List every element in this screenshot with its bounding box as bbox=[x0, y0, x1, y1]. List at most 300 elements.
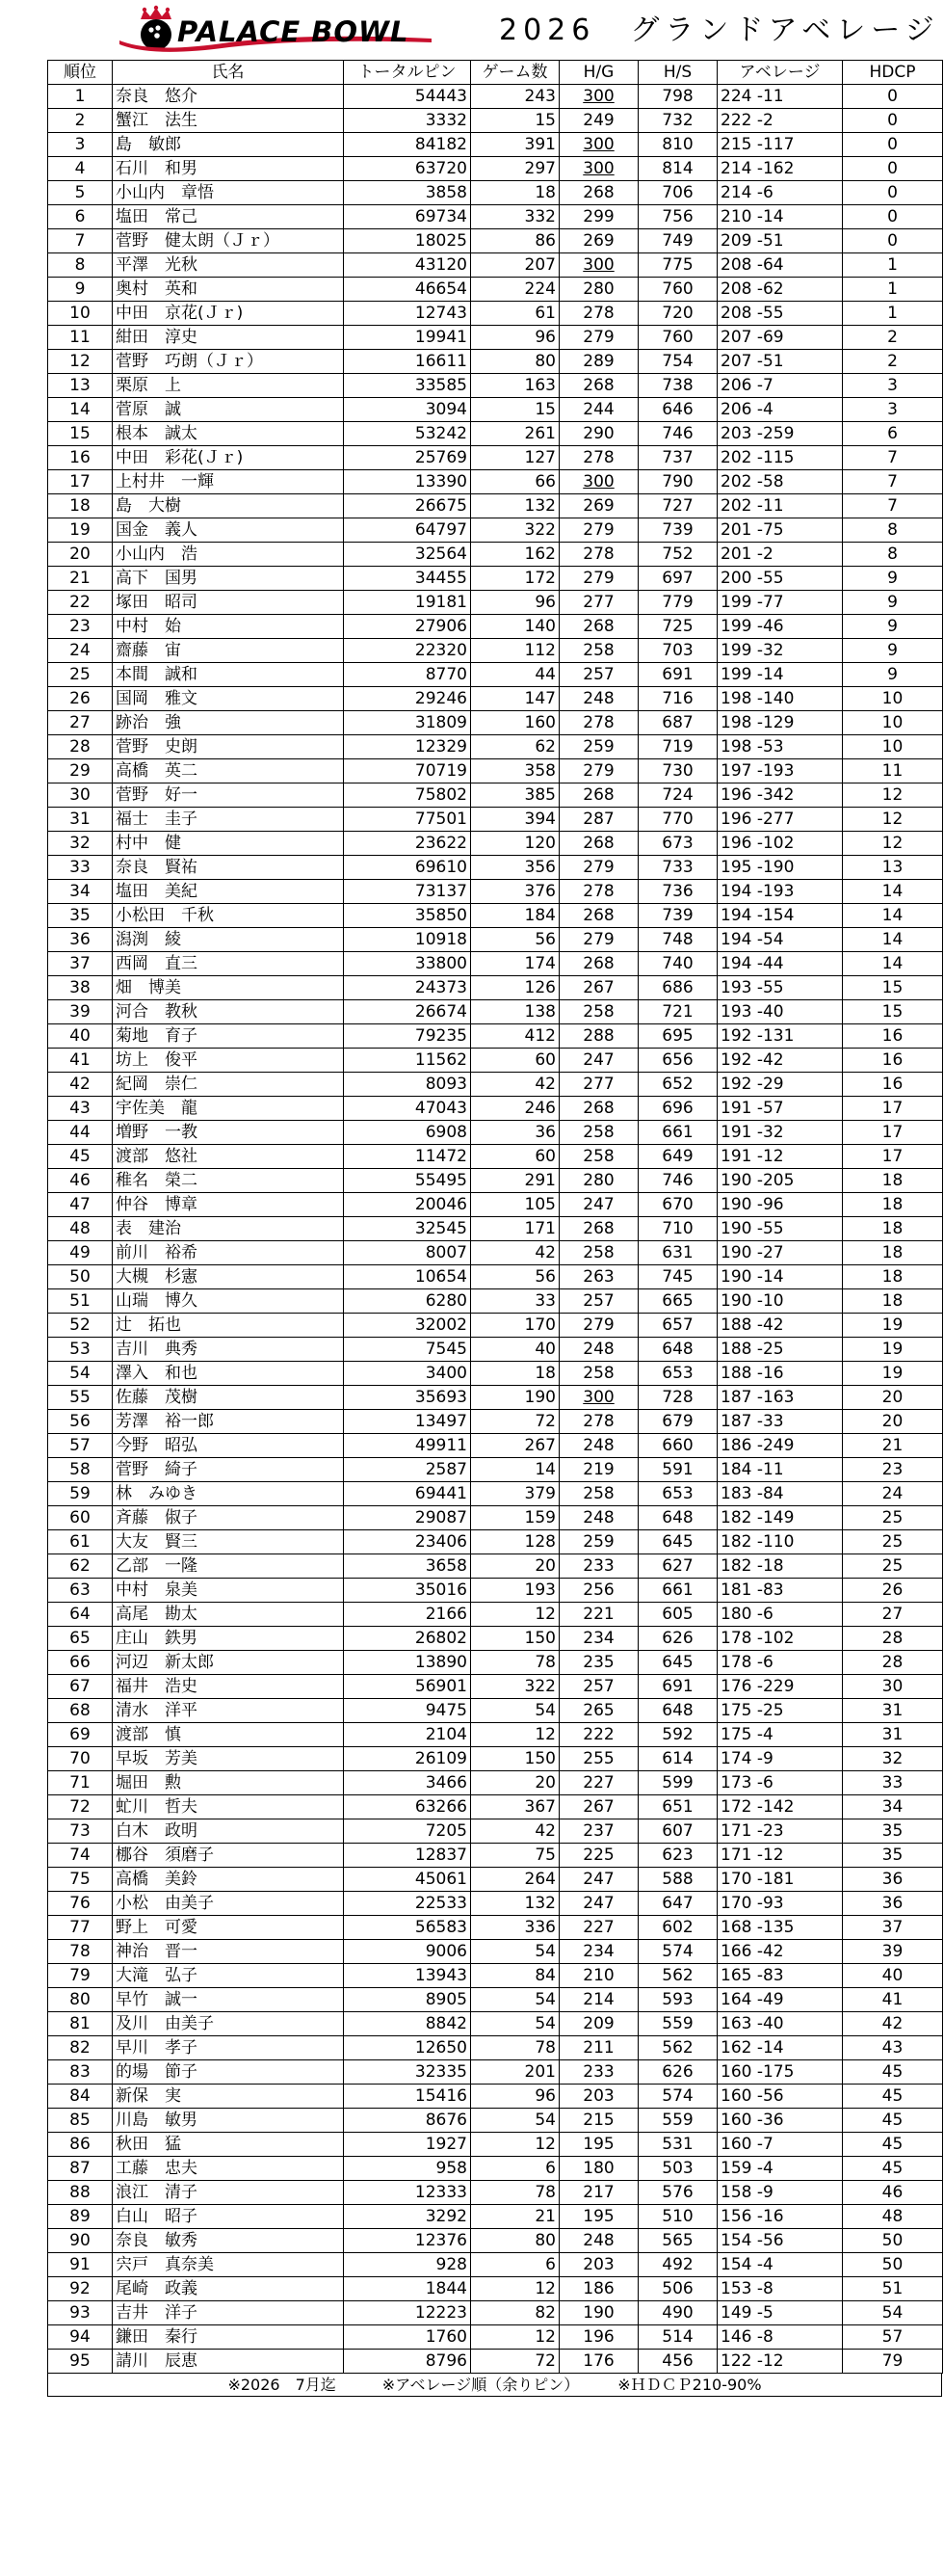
footer-notes bbox=[47, 2374, 942, 2397]
games-cell: 96 bbox=[471, 2085, 560, 2109]
hdcp-cell: 14 bbox=[843, 952, 943, 976]
average-cell: 181 -83 bbox=[718, 1579, 843, 1603]
total-pins-cell: 46654 bbox=[344, 278, 471, 302]
average-cell: 190 -55 bbox=[718, 1217, 843, 1241]
rank-cell: 41 bbox=[48, 1049, 113, 1073]
high-game-cell: 234 bbox=[560, 1627, 639, 1651]
table-row bbox=[48, 735, 943, 759]
games-cell: 42 bbox=[471, 1819, 560, 1844]
high-game-cell: 190 bbox=[560, 2301, 639, 2325]
average-cell: 187 -33 bbox=[718, 1410, 843, 1434]
rank-cell: 65 bbox=[48, 1627, 113, 1651]
rank-cell: 29 bbox=[48, 759, 113, 783]
rank-cell: 7 bbox=[48, 229, 113, 253]
name-cell: 梛谷 須磨子 bbox=[113, 1844, 344, 1868]
name-cell: 中田 京花(Ｊｒ) bbox=[113, 302, 344, 326]
name-cell: 乙部 一隆 bbox=[113, 1554, 344, 1579]
table-row bbox=[48, 133, 943, 157]
hdcp-cell: 20 bbox=[843, 1410, 943, 1434]
table-row bbox=[48, 880, 943, 904]
average-cell: 202 -115 bbox=[718, 446, 843, 470]
hdcp-cell: 37 bbox=[843, 1916, 943, 1940]
high-series-cell: 576 bbox=[639, 2181, 718, 2205]
hdcp-cell: 14 bbox=[843, 880, 943, 904]
high-game-cell: 195 bbox=[560, 2205, 639, 2229]
high-game-cell: 211 bbox=[560, 2036, 639, 2060]
rank-cell: 19 bbox=[48, 518, 113, 543]
total-pins-cell: 18025 bbox=[344, 229, 471, 253]
rank-cell: 40 bbox=[48, 1024, 113, 1049]
rank-cell: 94 bbox=[48, 2325, 113, 2350]
total-pins-cell: 25769 bbox=[344, 446, 471, 470]
table-row bbox=[48, 1338, 943, 1362]
games-cell: 394 bbox=[471, 808, 560, 832]
hdcp-cell: 24 bbox=[843, 1482, 943, 1506]
hdcp-cell: 50 bbox=[843, 2253, 943, 2277]
high-game-cell: 259 bbox=[560, 735, 639, 759]
rank-cell: 21 bbox=[48, 567, 113, 591]
rank-cell: 12 bbox=[48, 350, 113, 374]
total-pins-cell: 55495 bbox=[344, 1169, 471, 1193]
games-cell: 66 bbox=[471, 470, 560, 494]
games-cell: 367 bbox=[471, 1795, 560, 1819]
rank-cell: 84 bbox=[48, 2085, 113, 2109]
games-cell: 84 bbox=[471, 1964, 560, 1988]
average-cell: 160 -36 bbox=[718, 2109, 843, 2133]
high-series-cell: 602 bbox=[639, 1916, 718, 1940]
total-pins-cell: 19941 bbox=[344, 326, 471, 350]
name-cell: 紀岡 崇仁 bbox=[113, 1073, 344, 1097]
rank-cell: 22 bbox=[48, 591, 113, 615]
name-cell: 奈良 敏秀 bbox=[113, 2229, 344, 2253]
average-cell: 183 -84 bbox=[718, 1482, 843, 1506]
rank-cell: 24 bbox=[48, 639, 113, 663]
high-series-cell: 647 bbox=[639, 1892, 718, 1916]
games-cell: 132 bbox=[471, 1892, 560, 1916]
hdcp-cell: 45 bbox=[843, 2060, 943, 2085]
high-game-cell: 280 bbox=[560, 1169, 639, 1193]
average-cell: 192 -42 bbox=[718, 1049, 843, 1073]
total-pins-cell: 8842 bbox=[344, 2012, 471, 2036]
table-header-row bbox=[48, 61, 943, 85]
high-game-cell: 258 bbox=[560, 1482, 639, 1506]
high-game-cell: 279 bbox=[560, 567, 639, 591]
high-game-cell: 255 bbox=[560, 1747, 639, 1771]
hdcp-cell: 50 bbox=[843, 2229, 943, 2253]
high-game-cell: 269 bbox=[560, 494, 639, 518]
total-pins-cell: 69441 bbox=[344, 1482, 471, 1506]
games-cell: 82 bbox=[471, 2301, 560, 2325]
rank-cell: 39 bbox=[48, 1000, 113, 1024]
high-series-cell: 706 bbox=[639, 181, 718, 205]
average-cell: 199 -14 bbox=[718, 663, 843, 687]
high-game-cell: 278 bbox=[560, 446, 639, 470]
name-cell: 白山 昭子 bbox=[113, 2205, 344, 2229]
rank-cell: 55 bbox=[48, 1386, 113, 1410]
high-series-cell: 490 bbox=[639, 2301, 718, 2325]
high-series-cell: 746 bbox=[639, 1169, 718, 1193]
games-cell: 56 bbox=[471, 1265, 560, 1289]
average-cell: 184 -11 bbox=[718, 1458, 843, 1482]
rank-cell: 57 bbox=[48, 1434, 113, 1458]
rank-cell: 66 bbox=[48, 1651, 113, 1675]
table-row bbox=[48, 1169, 943, 1193]
rank-cell: 67 bbox=[48, 1675, 113, 1699]
name-cell: 高橋 美鈴 bbox=[113, 1868, 344, 1892]
high-game-cell: 300 bbox=[560, 133, 639, 157]
high-game-cell: 287 bbox=[560, 808, 639, 832]
table-row bbox=[48, 663, 943, 687]
average-cell: 208 -62 bbox=[718, 278, 843, 302]
high-series-cell: 730 bbox=[639, 759, 718, 783]
games-cell: 379 bbox=[471, 1482, 560, 1506]
high-series-cell: 661 bbox=[639, 1121, 718, 1145]
name-cell: 表 建治 bbox=[113, 1217, 344, 1241]
average-cell: 201 -2 bbox=[718, 543, 843, 567]
rank-cell: 44 bbox=[48, 1121, 113, 1145]
high-game-cell: 176 bbox=[560, 2350, 639, 2374]
name-cell: 山瑞 博久 bbox=[113, 1289, 344, 1314]
hdcp-cell: 20 bbox=[843, 1386, 943, 1410]
hdcp-cell: 8 bbox=[843, 518, 943, 543]
total-pins-cell: 29246 bbox=[344, 687, 471, 711]
total-pins-cell: 22533 bbox=[344, 1892, 471, 1916]
rank-cell: 50 bbox=[48, 1265, 113, 1289]
hdcp-cell: 45 bbox=[843, 2133, 943, 2157]
high-game-cell: 258 bbox=[560, 1000, 639, 1024]
average-cell: 188 -42 bbox=[718, 1314, 843, 1338]
average-cell: 122 -12 bbox=[718, 2350, 843, 2374]
table-row bbox=[48, 1145, 943, 1169]
name-cell: 菅原 誠 bbox=[113, 398, 344, 422]
games-cell: 62 bbox=[471, 735, 560, 759]
rank-cell: 68 bbox=[48, 1699, 113, 1723]
hdcp-cell: 19 bbox=[843, 1314, 943, 1338]
rank-cell: 93 bbox=[48, 2301, 113, 2325]
games-cell: 12 bbox=[471, 2133, 560, 2157]
rank-cell: 69 bbox=[48, 1723, 113, 1747]
high-game-cell: 257 bbox=[560, 1675, 639, 1699]
rank-cell: 87 bbox=[48, 2157, 113, 2181]
rank-cell: 92 bbox=[48, 2277, 113, 2301]
average-cell: 190 -14 bbox=[718, 1265, 843, 1289]
hdcp-cell: 25 bbox=[843, 1506, 943, 1530]
column-header-name: 氏名 bbox=[113, 61, 344, 85]
table-row bbox=[48, 157, 943, 181]
high-series-cell: 719 bbox=[639, 735, 718, 759]
high-series-cell: 728 bbox=[639, 1386, 718, 1410]
high-game-cell: 203 bbox=[560, 2085, 639, 2109]
total-pins-cell: 23622 bbox=[344, 832, 471, 856]
table-row bbox=[48, 2012, 943, 2036]
average-cell: 190 -96 bbox=[718, 1193, 843, 1217]
hdcp-cell: 12 bbox=[843, 832, 943, 856]
high-game-cell: 268 bbox=[560, 952, 639, 976]
hdcp-cell: 18 bbox=[843, 1241, 943, 1265]
total-pins-cell: 13497 bbox=[344, 1410, 471, 1434]
hdcp-cell: 2 bbox=[843, 350, 943, 374]
high-series-cell: 649 bbox=[639, 1145, 718, 1169]
high-series-cell: 456 bbox=[639, 2350, 718, 2374]
high-game-cell: 180 bbox=[560, 2157, 639, 2181]
table-row bbox=[48, 567, 943, 591]
table-row bbox=[48, 2277, 943, 2301]
high-game-cell: 247 bbox=[560, 1193, 639, 1217]
high-series-cell: 814 bbox=[639, 157, 718, 181]
high-game-cell: 277 bbox=[560, 591, 639, 615]
table-row bbox=[48, 711, 943, 735]
high-series-cell: 626 bbox=[639, 1627, 718, 1651]
average-cell: 192 -29 bbox=[718, 1073, 843, 1097]
games-cell: 6 bbox=[471, 2157, 560, 2181]
rank-cell: 13 bbox=[48, 374, 113, 398]
average-cell: 207 -51 bbox=[718, 350, 843, 374]
hdcp-cell: 10 bbox=[843, 735, 943, 759]
table-row bbox=[48, 2350, 943, 2374]
table-row bbox=[48, 1916, 943, 1940]
high-series-cell: 748 bbox=[639, 928, 718, 952]
name-cell: 上村井 一輝 bbox=[113, 470, 344, 494]
total-pins-cell: 10654 bbox=[344, 1265, 471, 1289]
average-cell: 154 -4 bbox=[718, 2253, 843, 2277]
name-cell: 大友 賢三 bbox=[113, 1530, 344, 1554]
table-row bbox=[48, 1603, 943, 1627]
high-game-cell: 249 bbox=[560, 109, 639, 133]
games-cell: 332 bbox=[471, 205, 560, 229]
bowling-ball-icon bbox=[141, 19, 171, 50]
total-pins-cell: 32545 bbox=[344, 1217, 471, 1241]
games-cell: 96 bbox=[471, 326, 560, 350]
total-pins-cell: 16611 bbox=[344, 350, 471, 374]
table-row bbox=[48, 374, 943, 398]
total-pins-cell: 8007 bbox=[344, 1241, 471, 1265]
rank-cell: 2 bbox=[48, 109, 113, 133]
total-pins-cell: 24373 bbox=[344, 976, 471, 1000]
name-cell: 佐藤 茂樹 bbox=[113, 1386, 344, 1410]
rank-cell: 60 bbox=[48, 1506, 113, 1530]
average-cell: 170 -181 bbox=[718, 1868, 843, 1892]
total-pins-cell: 23406 bbox=[344, 1530, 471, 1554]
high-series-cell: 562 bbox=[639, 2036, 718, 2060]
name-cell: 工藤 忠夫 bbox=[113, 2157, 344, 2181]
table-row bbox=[48, 783, 943, 808]
high-series-cell: 591 bbox=[639, 1458, 718, 1482]
games-cell: 190 bbox=[471, 1386, 560, 1410]
hdcp-cell: 1 bbox=[843, 278, 943, 302]
total-pins-cell: 13390 bbox=[344, 470, 471, 494]
hdcp-cell: 9 bbox=[843, 591, 943, 615]
high-series-cell: 614 bbox=[639, 1747, 718, 1771]
average-cell: 173 -6 bbox=[718, 1771, 843, 1795]
table-row bbox=[48, 1819, 943, 1844]
hdcp-cell: 15 bbox=[843, 1000, 943, 1024]
total-pins-cell: 958 bbox=[344, 2157, 471, 2181]
hdcp-cell: 7 bbox=[843, 446, 943, 470]
rank-cell: 71 bbox=[48, 1771, 113, 1795]
rank-cell: 37 bbox=[48, 952, 113, 976]
hdcp-cell: 15 bbox=[843, 976, 943, 1000]
table-row bbox=[48, 1434, 943, 1458]
rank-cell: 8 bbox=[48, 253, 113, 278]
hdcp-cell: 40 bbox=[843, 1964, 943, 1988]
table-row bbox=[48, 687, 943, 711]
games-cell: 12 bbox=[471, 2325, 560, 2350]
name-cell: 吉井 洋子 bbox=[113, 2301, 344, 2325]
high-game-cell: 258 bbox=[560, 1362, 639, 1386]
total-pins-cell: 69610 bbox=[344, 856, 471, 880]
hdcp-cell: 18 bbox=[843, 1217, 943, 1241]
name-cell: 小山内 浩 bbox=[113, 543, 344, 567]
games-cell: 358 bbox=[471, 759, 560, 783]
high-series-cell: 710 bbox=[639, 1217, 718, 1241]
total-pins-cell: 29087 bbox=[344, 1506, 471, 1530]
total-pins-cell: 12223 bbox=[344, 2301, 471, 2325]
rank-cell: 23 bbox=[48, 615, 113, 639]
rank-cell: 46 bbox=[48, 1169, 113, 1193]
high-game-cell: 247 bbox=[560, 1892, 639, 1916]
hdcp-cell: 17 bbox=[843, 1097, 943, 1121]
rank-cell: 54 bbox=[48, 1362, 113, 1386]
table-row bbox=[48, 1482, 943, 1506]
table-row bbox=[48, 1892, 943, 1916]
games-cell: 18 bbox=[471, 181, 560, 205]
average-cell: 149 -5 bbox=[718, 2301, 843, 2325]
games-cell: 170 bbox=[471, 1314, 560, 1338]
name-cell: 菊地 育子 bbox=[113, 1024, 344, 1049]
high-game-cell: 248 bbox=[560, 1338, 639, 1362]
name-cell: 奈良 悠介 bbox=[113, 85, 344, 109]
total-pins-cell: 9475 bbox=[344, 1699, 471, 1723]
high-series-cell: 779 bbox=[639, 591, 718, 615]
total-pins-cell: 7545 bbox=[344, 1338, 471, 1362]
rank-cell: 45 bbox=[48, 1145, 113, 1169]
hdcp-cell: 18 bbox=[843, 1265, 943, 1289]
name-cell: 西岡 直三 bbox=[113, 952, 344, 976]
high-game-cell: 265 bbox=[560, 1699, 639, 1723]
hdcp-cell: 17 bbox=[843, 1121, 943, 1145]
high-game-cell: 221 bbox=[560, 1603, 639, 1627]
hdcp-cell: 41 bbox=[843, 1988, 943, 2012]
average-cell: 208 -55 bbox=[718, 302, 843, 326]
table-row bbox=[48, 2325, 943, 2350]
high-series-cell: 745 bbox=[639, 1265, 718, 1289]
average-cell: 182 -18 bbox=[718, 1554, 843, 1579]
total-pins-cell: 13943 bbox=[344, 1964, 471, 1988]
table-row bbox=[48, 904, 943, 928]
hdcp-cell: 9 bbox=[843, 615, 943, 639]
high-series-cell: 695 bbox=[639, 1024, 718, 1049]
hdcp-cell: 6 bbox=[843, 422, 943, 446]
high-series-cell: 733 bbox=[639, 856, 718, 880]
high-series-cell: 562 bbox=[639, 1964, 718, 1988]
games-cell: 120 bbox=[471, 832, 560, 856]
high-series-cell: 740 bbox=[639, 952, 718, 976]
rank-cell: 32 bbox=[48, 832, 113, 856]
name-cell: 早川 孝子 bbox=[113, 2036, 344, 2060]
average-cell: 207 -69 bbox=[718, 326, 843, 350]
games-cell: 12 bbox=[471, 1723, 560, 1747]
total-pins-cell: 35850 bbox=[344, 904, 471, 928]
high-series-cell: 790 bbox=[639, 470, 718, 494]
total-pins-cell: 9006 bbox=[344, 1940, 471, 1964]
name-cell: 大槻 杉憲 bbox=[113, 1265, 344, 1289]
name-cell: 高橋 英二 bbox=[113, 759, 344, 783]
table-row bbox=[48, 1458, 943, 1482]
games-cell: 78 bbox=[471, 2181, 560, 2205]
table-row bbox=[48, 1771, 943, 1795]
games-cell: 132 bbox=[471, 494, 560, 518]
table-row bbox=[48, 1723, 943, 1747]
high-game-cell: 222 bbox=[560, 1723, 639, 1747]
high-series-cell: 648 bbox=[639, 1338, 718, 1362]
hdcp-cell: 25 bbox=[843, 1530, 943, 1554]
hdcp-cell: 0 bbox=[843, 85, 943, 109]
average-cell: 180 -6 bbox=[718, 1603, 843, 1627]
total-pins-cell: 20046 bbox=[344, 1193, 471, 1217]
games-cell: 356 bbox=[471, 856, 560, 880]
high-game-cell: 279 bbox=[560, 326, 639, 350]
high-game-cell: 279 bbox=[560, 928, 639, 952]
hdcp-cell: 21 bbox=[843, 1434, 943, 1458]
name-cell: 石川 和男 bbox=[113, 157, 344, 181]
total-pins-cell: 13890 bbox=[344, 1651, 471, 1675]
table-row bbox=[48, 1795, 943, 1819]
hdcp-cell: 10 bbox=[843, 711, 943, 735]
high-game-cell: 268 bbox=[560, 374, 639, 398]
average-cell: 188 -16 bbox=[718, 1362, 843, 1386]
average-cell: 165 -83 bbox=[718, 1964, 843, 1988]
high-game-cell: 233 bbox=[560, 2060, 639, 2085]
total-pins-cell: 928 bbox=[344, 2253, 471, 2277]
rank-cell: 14 bbox=[48, 398, 113, 422]
high-series-cell: 657 bbox=[639, 1314, 718, 1338]
average-cell: 191 -57 bbox=[718, 1097, 843, 1121]
name-cell: 及川 由美子 bbox=[113, 2012, 344, 2036]
high-series-cell: 687 bbox=[639, 711, 718, 735]
high-game-cell: 268 bbox=[560, 615, 639, 639]
rank-cell: 30 bbox=[48, 783, 113, 808]
games-cell: 184 bbox=[471, 904, 560, 928]
high-game-cell: 268 bbox=[560, 181, 639, 205]
total-pins-cell: 8796 bbox=[344, 2350, 471, 2374]
total-pins-cell: 26802 bbox=[344, 1627, 471, 1651]
name-cell: 紺田 淳史 bbox=[113, 326, 344, 350]
rank-cell: 75 bbox=[48, 1868, 113, 1892]
average-cell: 160 -7 bbox=[718, 2133, 843, 2157]
average-cell: 178 -6 bbox=[718, 1651, 843, 1675]
name-cell: 塩田 美紀 bbox=[113, 880, 344, 904]
high-game-cell: 290 bbox=[560, 422, 639, 446]
name-cell: 今野 昭弘 bbox=[113, 1434, 344, 1458]
games-cell: 322 bbox=[471, 518, 560, 543]
total-pins-cell: 19181 bbox=[344, 591, 471, 615]
high-game-cell: 268 bbox=[560, 904, 639, 928]
name-cell: 野上 可愛 bbox=[113, 1916, 344, 1940]
table-row bbox=[48, 1579, 943, 1603]
high-series-cell: 588 bbox=[639, 1868, 718, 1892]
high-game-cell: 195 bbox=[560, 2133, 639, 2157]
table-row bbox=[48, 952, 943, 976]
games-cell: 54 bbox=[471, 1988, 560, 2012]
table-row bbox=[48, 205, 943, 229]
high-game-cell: 300 bbox=[560, 470, 639, 494]
average-cell: 166 -42 bbox=[718, 1940, 843, 1964]
high-game-cell: 217 bbox=[560, 2181, 639, 2205]
high-game-cell: 278 bbox=[560, 711, 639, 735]
total-pins-cell: 75802 bbox=[344, 783, 471, 808]
name-cell: 奈良 賢祐 bbox=[113, 856, 344, 880]
rank-cell: 33 bbox=[48, 856, 113, 880]
